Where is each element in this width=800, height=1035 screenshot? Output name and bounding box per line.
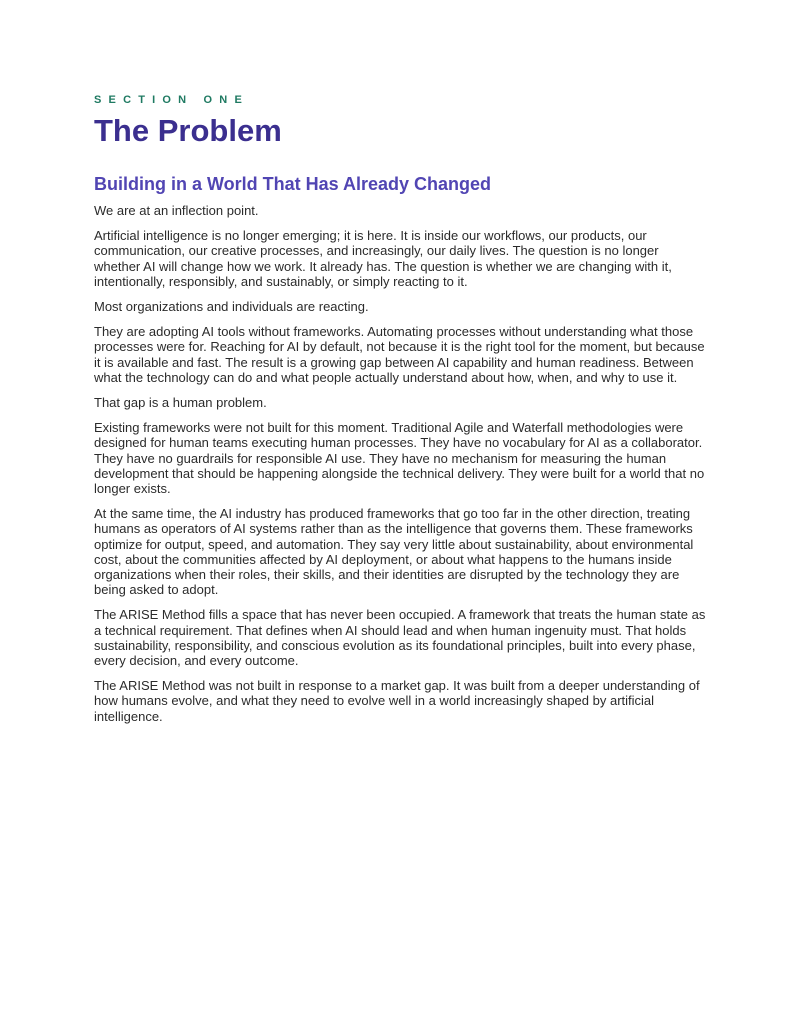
paragraph-5: That gap is a human problem. [94, 395, 267, 411]
section-eyebrow: SECTION ONE [94, 94, 249, 106]
paragraph-9: The ARISE Method was not built in response to a market gap. It was built from a deeper understanding of how humans evolve, and what they need to evolve well in a world increasingly shaped by artificial intelligence. [94, 678, 700, 724]
paragraph-7: At the same time, the AI industry has produced frameworks that go too far in the other direction, treating humans as operators of AI systems rather than as the intelligence that governs them. These frameworks optimize for output, speed, and automation. They say very little about sustainability, about environmental cost, about the communities affected by AI deployment, or about what happens to the humans inside organizations when their roles, their skills, and their identities are disrupted by the technology they are being asked to adopt. [94, 506, 694, 598]
paragraph-2: Artificial intelligence is no longer emerging; it is here. It is inside our workflows, our products, our communication, our creative processes, and increasingly, our daily lives. The question is no longer whether AI will change how we work. It already has. The question is whether we are changing with it, intentionally, responsibly, and sustainably, or simply reacting to it. [94, 228, 672, 289]
page-title: The Problem [94, 113, 282, 148]
paragraph-1: We are at an inflection point. [94, 203, 259, 218]
document-page [94, 93, 706, 734]
paragraph-6: Existing frameworks were not built for this moment. Traditional Agile and Waterfall methodologies were designed for human teams executing human processes. They have no vocabulary for AI as a collaborator. They have no guardrails for responsible AI use. They have no mechanism for measuring the human development that should be happening alongside the technical delivery. They were built for a world that no longer exists. [94, 420, 705, 497]
paragraph-8: The ARISE Method fills a space that has never been occupied. A framework that treats the human state as a technical requirement. That defines when AI should lead and when human ingenuity must. That holds sustainability, responsibility, and conscious evolution as its foundational principles, built into every phase, every decision, and every outcome. [94, 607, 706, 669]
paragraph-4: They are adopting AI tools without frameworks. Automating processes without understanding what those processes were for. Reaching for AI by default, not because it is the right tool for the moment, but because it is available and fast. The result is a growing gap between AI capability and human readiness. Between what the technology can do and what people actually understand about how, when, and why to use it. [94, 324, 705, 385]
section-subtitle: Building in a World That Has Already Changed [94, 174, 492, 194]
paragraph-3: Most organizations and individuals are reacting. [94, 299, 369, 315]
